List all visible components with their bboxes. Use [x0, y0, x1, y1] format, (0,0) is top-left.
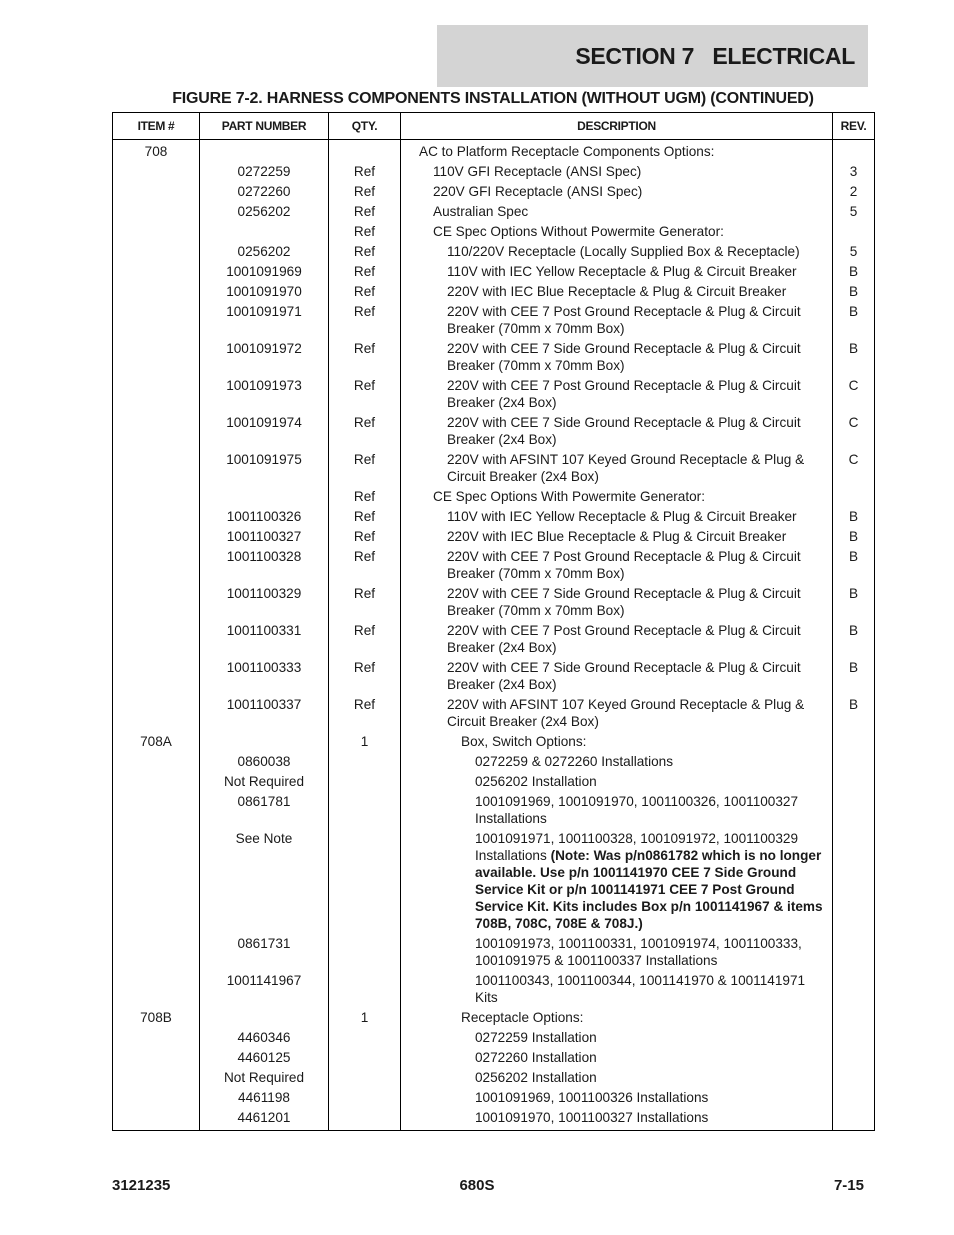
cell-qty: Ref [329, 222, 401, 242]
cell-rev: B [833, 547, 875, 584]
description-text: 0272260 Installation [475, 1050, 597, 1065]
cell-item [113, 487, 200, 507]
column-header-rev: REV. [833, 113, 875, 140]
cell-item [113, 222, 200, 242]
cell-qty: Ref [329, 262, 401, 282]
table-row [113, 182, 875, 202]
cell-qty: Ref [329, 413, 401, 450]
table-row [113, 732, 875, 752]
cell-qty [329, 1068, 401, 1088]
cell-part-number: 4461198 [200, 1088, 329, 1108]
cell-part-number: 1001091969 [200, 262, 329, 282]
table-row [113, 413, 875, 450]
cell-qty: Ref [329, 202, 401, 222]
description-text: CE Spec Options With Powermite Generator: [433, 489, 705, 504]
cell-item [113, 658, 200, 695]
section-title: SECTION 7 ELECTRICAL [575, 42, 855, 69]
cell-item [113, 413, 200, 450]
cell-rev [833, 732, 875, 752]
cell-description [401, 772, 833, 792]
figure-title: FIGURE 7-2. HARNESS COMPONENTS INSTALLATION (WITHOUT UGM) (CONTINUED) [172, 90, 814, 107]
cell-part-number: See Note [200, 829, 329, 934]
cell-part-number: 1001091973 [200, 376, 329, 413]
cell-part-number: Not Required [200, 1068, 329, 1088]
footer-page-number: 7-15 [833, 1177, 864, 1194]
cell-qty: Ref [329, 282, 401, 302]
cell-qty: Ref [329, 584, 401, 621]
cell-item [113, 1088, 200, 1108]
cell-item [113, 507, 200, 527]
cell-part-number: 1001091975 [200, 450, 329, 487]
table-row [113, 1088, 875, 1108]
description-text: 1001091973, 1001100331, 1001091974, 1001100333, 1001091975 & 1001100337 Installations [475, 936, 802, 968]
cell-rev [833, 1068, 875, 1088]
footer-model: 680S [459, 1177, 495, 1194]
cell-item [113, 971, 200, 1008]
cell-description [401, 829, 833, 934]
cell-part-number: 1001100333 [200, 658, 329, 695]
cell-rev: B [833, 658, 875, 695]
cell-rev: B [833, 527, 875, 547]
cell-description [401, 971, 833, 1008]
cell-qty: Ref [329, 547, 401, 584]
cell-rev: B [833, 695, 875, 732]
cell-description [401, 376, 833, 413]
cell-description [401, 413, 833, 450]
cell-description [401, 1028, 833, 1048]
cell-item [113, 302, 200, 339]
section-header-band [437, 25, 868, 87]
cell-part-number: 1001100331 [200, 621, 329, 658]
table-row [113, 162, 875, 182]
cell-qty [329, 1028, 401, 1048]
cell-item [113, 182, 200, 202]
cell-description [401, 302, 833, 339]
table-row [113, 376, 875, 413]
cell-rev: C [833, 450, 875, 487]
table-row [113, 527, 875, 547]
table-header-row [113, 113, 875, 140]
description-text: 110V with IEC Yellow Receptacle & Plug & Circuit Breaker [447, 509, 797, 524]
cell-item [113, 1048, 200, 1068]
table-row [113, 140, 875, 162]
cell-item: 708B [113, 1008, 200, 1028]
table-row [113, 829, 875, 934]
column-header-part-number: PART NUMBER [200, 113, 329, 140]
cell-qty: Ref [329, 450, 401, 487]
description-text: 220V with CEE 7 Side Ground Receptacle & Plug & Circuit Breaker (70mm x 70mm Box) [447, 586, 801, 618]
table-row [113, 302, 875, 339]
cell-item [113, 202, 200, 222]
cell-item [113, 450, 200, 487]
description-text: 1001091969, 1001100326 Installations [475, 1090, 709, 1105]
table-row [113, 1068, 875, 1088]
cell-part-number: 1001091972 [200, 339, 329, 376]
table-row [113, 242, 875, 262]
cell-item [113, 282, 200, 302]
description-text: 110V with IEC Yellow Receptacle & Plug & Circuit Breaker [447, 264, 797, 279]
cell-qty [329, 140, 401, 162]
parts-table [112, 112, 875, 1131]
cell-part-number: 1001100326 [200, 507, 329, 527]
description-text: 220V with AFSINT 107 Keyed Ground Receptacle & Plug & Circuit Breaker (2x4 Box) [447, 452, 805, 484]
description-text: 220V with CEE 7 Side Ground Receptacle & Plug & Circuit Breaker (2x4 Box) [447, 660, 801, 692]
cell-description [401, 242, 833, 262]
cell-part-number: 0861781 [200, 792, 329, 829]
cell-qty [329, 772, 401, 792]
cell-rev: B [833, 339, 875, 376]
cell-description [401, 202, 833, 222]
cell-item [113, 792, 200, 829]
column-header-description: DESCRIPTION [401, 113, 833, 140]
description-text: 220V with CEE 7 Side Ground Receptacle & Plug & Circuit Breaker (70mm x 70mm Box) [447, 341, 801, 373]
description-text: 220V with CEE 7 Side Ground Receptacle & Plug & Circuit Breaker (2x4 Box) [447, 415, 801, 447]
cell-part-number [200, 140, 329, 162]
cell-qty [329, 1108, 401, 1131]
description-text: Receptacle Options: [461, 1010, 584, 1025]
cell-description [401, 732, 833, 752]
cell-qty [329, 1088, 401, 1108]
description-text: 220V with CEE 7 Post Ground Receptacle & Plug & Circuit Breaker (2x4 Box) [447, 623, 801, 655]
cell-rev: B [833, 507, 875, 527]
table-row [113, 584, 875, 621]
cell-rev: 5 [833, 242, 875, 262]
cell-description [401, 527, 833, 547]
table-row [113, 752, 875, 772]
footer-doc-number: 3121235 [112, 1177, 171, 1194]
description-text: 220V with IEC Blue Receptacle & Plug & Circuit Breaker [447, 284, 787, 299]
table-row [113, 1108, 875, 1131]
cell-rev: B [833, 584, 875, 621]
cell-qty: Ref [329, 658, 401, 695]
table-row [113, 339, 875, 376]
cell-description [401, 1108, 833, 1131]
cell-rev: 3 [833, 162, 875, 182]
table-row [113, 1028, 875, 1048]
cell-description [401, 621, 833, 658]
cell-part-number: 1001100327 [200, 527, 329, 547]
cell-rev [833, 487, 875, 507]
cell-qty [329, 792, 401, 829]
cell-rev [833, 829, 875, 934]
cell-item [113, 1068, 200, 1088]
cell-rev: B [833, 621, 875, 658]
cell-description [401, 1088, 833, 1108]
description-text: 0256202 Installation [475, 1070, 597, 1085]
description-text: 220V with CEE 7 Post Ground Receptacle & Plug & Circuit Breaker (70mm x 70mm Box) [447, 549, 801, 581]
description-text: 0272259 Installation [475, 1030, 597, 1045]
description-text: 1001091971, 1001100328, 1001091972, 1001100329 Installations [475, 831, 799, 863]
cell-description [401, 792, 833, 829]
table-row [113, 487, 875, 507]
description-text: 110/220V Receptacle (Locally Supplied Box & Receptacle) [447, 244, 800, 259]
cell-item [113, 527, 200, 547]
cell-rev [833, 752, 875, 772]
cell-item [113, 752, 200, 772]
cell-description [401, 1008, 833, 1028]
table-row [113, 658, 875, 695]
cell-qty [329, 971, 401, 1008]
description-text: 220V GFI Receptacle (ANSI Spec) [433, 184, 643, 199]
description-text: Australian Spec [433, 204, 529, 219]
cell-rev: C [833, 376, 875, 413]
cell-part-number: 1001091974 [200, 413, 329, 450]
cell-item: 708A [113, 732, 200, 752]
cell-rev: C [833, 413, 875, 450]
cell-qty: 1 [329, 732, 401, 752]
cell-item [113, 584, 200, 621]
cell-part-number: 1001100328 [200, 547, 329, 584]
cell-description [401, 487, 833, 507]
cell-part-number [200, 222, 329, 242]
table-row [113, 621, 875, 658]
cell-qty [329, 934, 401, 971]
cell-rev [833, 1108, 875, 1131]
cell-description [401, 450, 833, 487]
cell-item [113, 1028, 200, 1048]
cell-part-number: 0256202 [200, 202, 329, 222]
description-text: 220V with CEE 7 Post Ground Receptacle & Plug & Circuit Breaker (2x4 Box) [447, 378, 801, 410]
table-row [113, 262, 875, 282]
cell-description [401, 262, 833, 282]
cell-rev: B [833, 282, 875, 302]
cell-description [401, 507, 833, 527]
cell-description [401, 547, 833, 584]
column-header-qty: QTY. [329, 113, 401, 140]
cell-part-number: 1001100337 [200, 695, 329, 732]
cell-description [401, 140, 833, 162]
cell-description [401, 1048, 833, 1068]
cell-part-number: 0860038 [200, 752, 329, 772]
cell-qty: Ref [329, 507, 401, 527]
cell-qty [329, 752, 401, 772]
cell-item [113, 339, 200, 376]
cell-part-number [200, 732, 329, 752]
cell-part-number: Not Required [200, 772, 329, 792]
parts-table-container [112, 112, 874, 1131]
description-text: 1001100343, 1001100344, 1001141970 & 1001141971 Kits [475, 973, 806, 1005]
cell-description [401, 752, 833, 772]
cell-rev [833, 772, 875, 792]
cell-rev [833, 1048, 875, 1068]
cell-qty [329, 1048, 401, 1068]
cell-description [401, 695, 833, 732]
description-text: 1001091969, 1001091970, 1001100326, 1001100327 Installations [475, 794, 799, 826]
cell-description [401, 162, 833, 182]
cell-part-number: 1001091970 [200, 282, 329, 302]
cell-qty: Ref [329, 339, 401, 376]
cell-part-number: 0256202 [200, 242, 329, 262]
cell-rev: 5 [833, 202, 875, 222]
cell-item [113, 621, 200, 658]
cell-item [113, 547, 200, 584]
cell-description [401, 658, 833, 695]
cell-part-number [200, 487, 329, 507]
table-row [113, 202, 875, 222]
description-text: CE Spec Options Without Powermite Generator: [433, 224, 724, 239]
cell-rev [833, 934, 875, 971]
description-text: 220V with AFSINT 107 Keyed Ground Receptacle & Plug & Circuit Breaker (2x4 Box) [447, 697, 805, 729]
table-row [113, 792, 875, 829]
cell-qty: Ref [329, 302, 401, 339]
table-row [113, 547, 875, 584]
table-row [113, 971, 875, 1008]
cell-part-number: 4461201 [200, 1108, 329, 1131]
cell-item [113, 262, 200, 282]
cell-rev [833, 1008, 875, 1028]
cell-part-number [200, 1008, 329, 1028]
cell-part-number: 0861731 [200, 934, 329, 971]
cell-rev [833, 222, 875, 242]
description-text: 1001091970, 1001100327 Installations [475, 1110, 709, 1125]
table-row [113, 450, 875, 487]
table-row [113, 1048, 875, 1068]
table-row [113, 934, 875, 971]
description-text: Box, Switch Options: [461, 734, 587, 749]
cell-item [113, 934, 200, 971]
description-text: 0272259 & 0272260 Installations [475, 754, 674, 769]
cell-part-number: 0272260 [200, 182, 329, 202]
cell-part-number: 1001141967 [200, 971, 329, 1008]
cell-item [113, 829, 200, 934]
description-text: 110V GFI Receptacle (ANSI Spec) [433, 164, 642, 179]
cell-part-number: 1001100329 [200, 584, 329, 621]
cell-item [113, 242, 200, 262]
cell-part-number: 4460346 [200, 1028, 329, 1048]
cell-description [401, 339, 833, 376]
cell-description [401, 282, 833, 302]
table-row [113, 1008, 875, 1028]
table-body [113, 140, 875, 1131]
cell-qty: Ref [329, 182, 401, 202]
cell-rev: 2 [833, 182, 875, 202]
cell-item [113, 1108, 200, 1131]
cell-item [113, 695, 200, 732]
cell-qty: Ref [329, 487, 401, 507]
cell-description [401, 934, 833, 971]
cell-part-number: 4460125 [200, 1048, 329, 1068]
cell-qty: Ref [329, 376, 401, 413]
cell-part-number: 0272259 [200, 162, 329, 182]
description-text: 220V with CEE 7 Post Ground Receptacle & Plug & Circuit Breaker (70mm x 70mm Box) [447, 304, 801, 336]
table-row [113, 282, 875, 302]
cell-qty: Ref [329, 695, 401, 732]
cell-rev [833, 1028, 875, 1048]
cell-rev [833, 1088, 875, 1108]
description-text: AC to Platform Receptacle Components Options: [419, 144, 715, 159]
cell-item [113, 376, 200, 413]
cell-description [401, 222, 833, 242]
cell-rev: B [833, 262, 875, 282]
cell-rev [833, 792, 875, 829]
cell-rev: B [833, 302, 875, 339]
table-row [113, 222, 875, 242]
cell-description [401, 584, 833, 621]
description-note: (Note: Was p/n0861782 which is no longer available. Use p/n 1001141970 CEE 7 Side Ground Service Kit or p/n 1001141971 CEE 7 Post Ground Service Kit. Kits includes Box p/n 1001141967 & items 708B, 708C, 708E & 708J.) [475, 848, 823, 931]
column-header-item: ITEM # [113, 113, 200, 140]
cell-item: 708 [113, 140, 200, 162]
cell-qty [329, 829, 401, 934]
description-text: 0256202 Installation [475, 774, 597, 789]
cell-qty: Ref [329, 162, 401, 182]
cell-description [401, 1068, 833, 1088]
table-row [113, 772, 875, 792]
cell-rev [833, 140, 875, 162]
cell-qty: Ref [329, 242, 401, 262]
cell-qty: 1 [329, 1008, 401, 1028]
table-row [113, 695, 875, 732]
cell-rev [833, 971, 875, 1008]
cell-description [401, 182, 833, 202]
cell-item [113, 162, 200, 182]
cell-item [113, 772, 200, 792]
description-text: 220V with IEC Blue Receptacle & Plug & Circuit Breaker [447, 529, 787, 544]
cell-qty: Ref [329, 621, 401, 658]
cell-qty: Ref [329, 527, 401, 547]
table-row [113, 507, 875, 527]
cell-part-number: 1001091971 [200, 302, 329, 339]
